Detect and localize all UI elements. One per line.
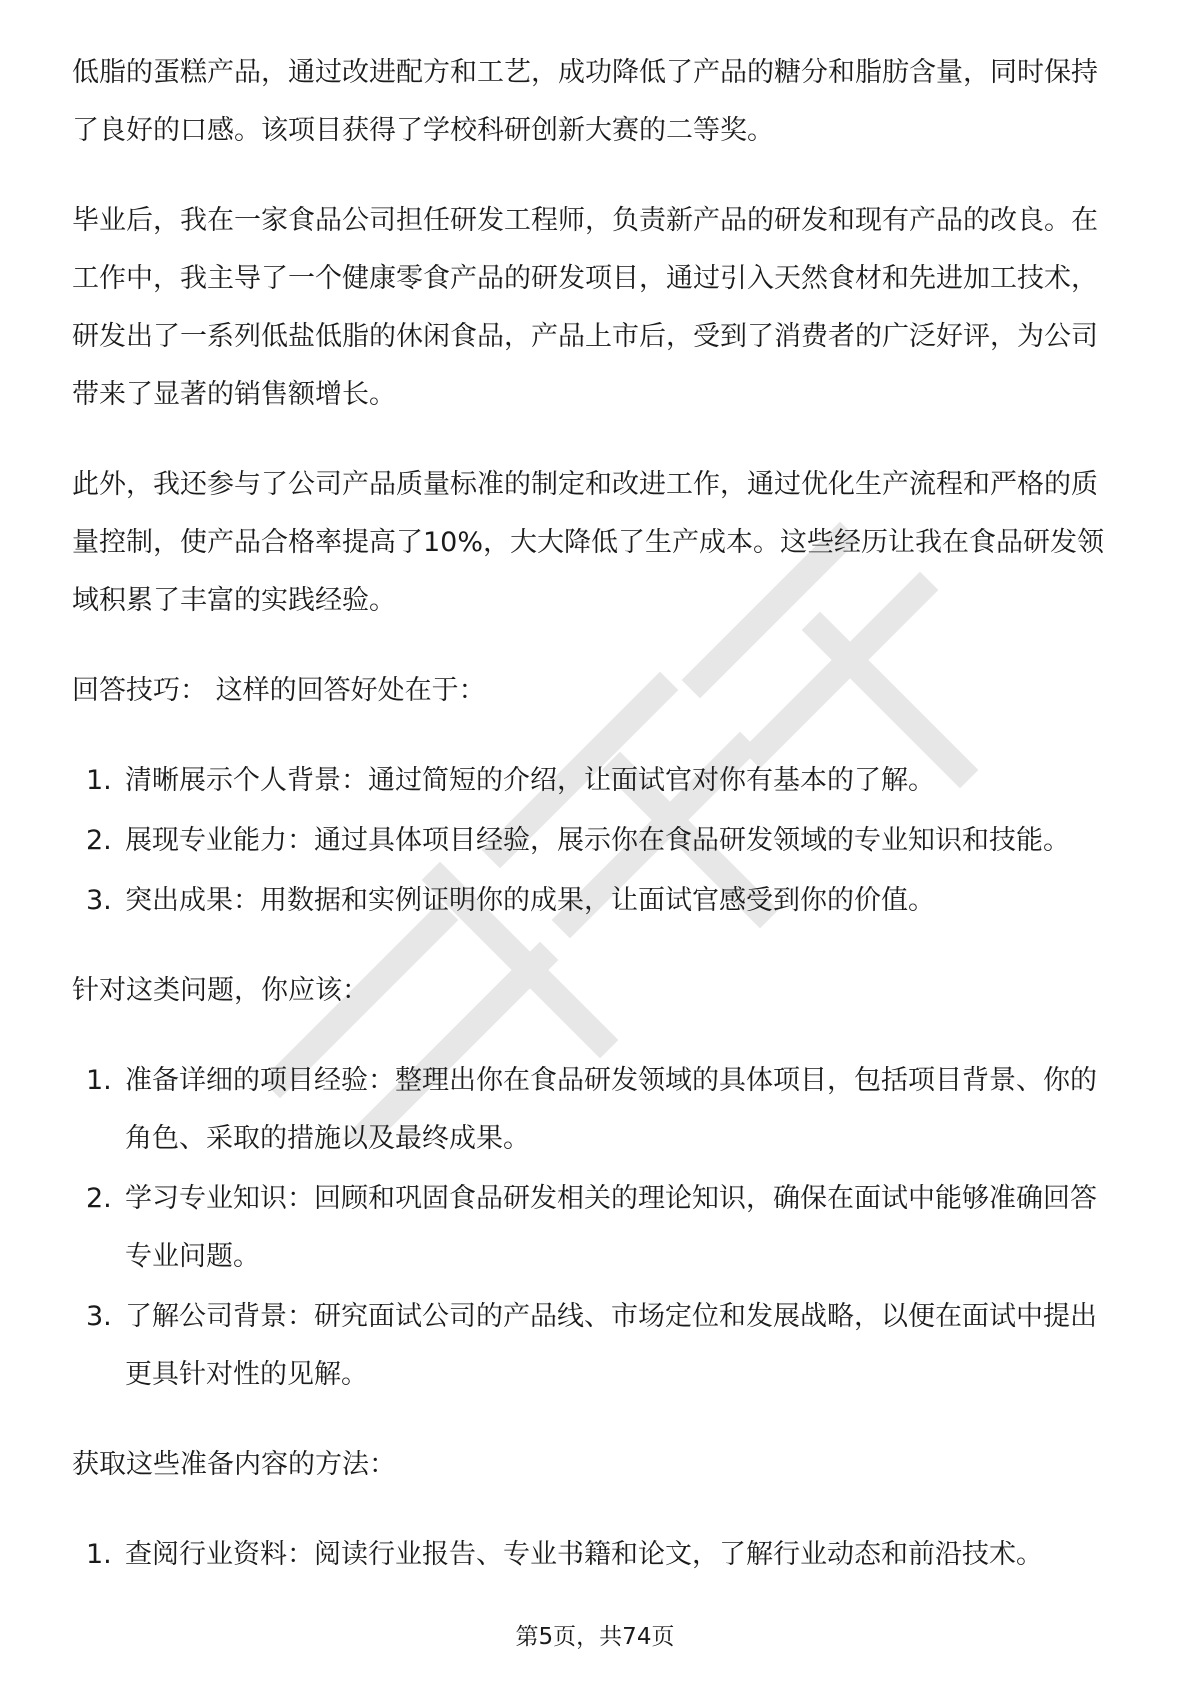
list-number: 1. xyxy=(86,765,112,796)
page-number: 第5页，共74页 xyxy=(515,1624,675,1650)
list-item xyxy=(72,1052,1118,1168)
should-list xyxy=(72,1052,1118,1404)
list-number: 1. xyxy=(86,1065,112,1096)
list-text: 了解公司背景：研究面试公司的产品线、市场定位和发展战略，以便在面试中提出更具针对性的见解。 xyxy=(125,1301,1097,1390)
list-item xyxy=(72,1288,1118,1404)
list-text: 展现专业能力：通过具体项目经验，展示你在食品研发领域的专业知识和技能。 xyxy=(125,825,1070,856)
paragraph: 此外，我还参与了公司产品质量标准的制定和改进工作，通过优化生产流程和严格的质量控制，使产品合格率提高了10%，大大降低了生产成本。这些经历让我在食品研发领域积累了丰富的实践经验。 xyxy=(72,469,1105,616)
list-item xyxy=(72,812,1118,870)
list-number: 2. xyxy=(86,825,112,856)
list-text: 准备详细的项目经验：整理出你在食品研发领域的具体项目，包括项目背景、你的角色、采取的措施以及最终成果。 xyxy=(125,1065,1097,1154)
list-number: 3. xyxy=(86,885,112,916)
list-item xyxy=(72,1526,1118,1584)
section-heading: 获取这些准备内容的方法： xyxy=(72,1449,396,1480)
list-number: 3. xyxy=(86,1301,112,1332)
method-list xyxy=(72,1526,1118,1584)
paragraph: 毕业后，我在一家食品公司担任研发工程师，负责新产品的研发和现有产品的改良。在工作中，我主导了一个健康零食产品的研发项目，通过引入天然食材和先进加工技术，研发出了一系列低盐低脂的休闲食品，产品上市后，受到了消费者的广泛好评，为公司带来了显著的销售额增长。 xyxy=(72,205,1098,410)
tips-list xyxy=(72,752,1118,930)
section-heading: 回答技巧： 这样的回答好处在于： xyxy=(72,675,486,706)
document-body xyxy=(72,44,1118,1616)
list-text: 清晰展示个人背景：通过简短的介绍，让面试官对你有基本的了解。 xyxy=(125,765,935,796)
list-number: 2. xyxy=(86,1183,112,1214)
list-item xyxy=(72,872,1118,930)
list-item xyxy=(72,752,1118,810)
list-text: 突出成果：用数据和实例证明你的成果，让面试官感受到你的价值。 xyxy=(125,885,935,916)
list-item xyxy=(72,1170,1118,1286)
paragraph: 低脂的蛋糕产品，通过改进配方和工艺，成功降低了产品的糖分和脂肪含量，同时保持了良好的口感。该项目获得了学校科研创新大赛的二等奖。 xyxy=(72,57,1098,146)
list-text: 学习专业知识：回顾和巩固食品研发相关的理论知识，确保在面试中能够准确回答专业问题。 xyxy=(125,1183,1097,1272)
section-heading: 针对这类问题，你应该： xyxy=(72,975,369,1006)
list-number: 1. xyxy=(86,1539,112,1570)
list-text: 查阅行业资料：阅读行业报告、专业书籍和论文，了解行业动态和前沿技术。 xyxy=(125,1539,1043,1570)
